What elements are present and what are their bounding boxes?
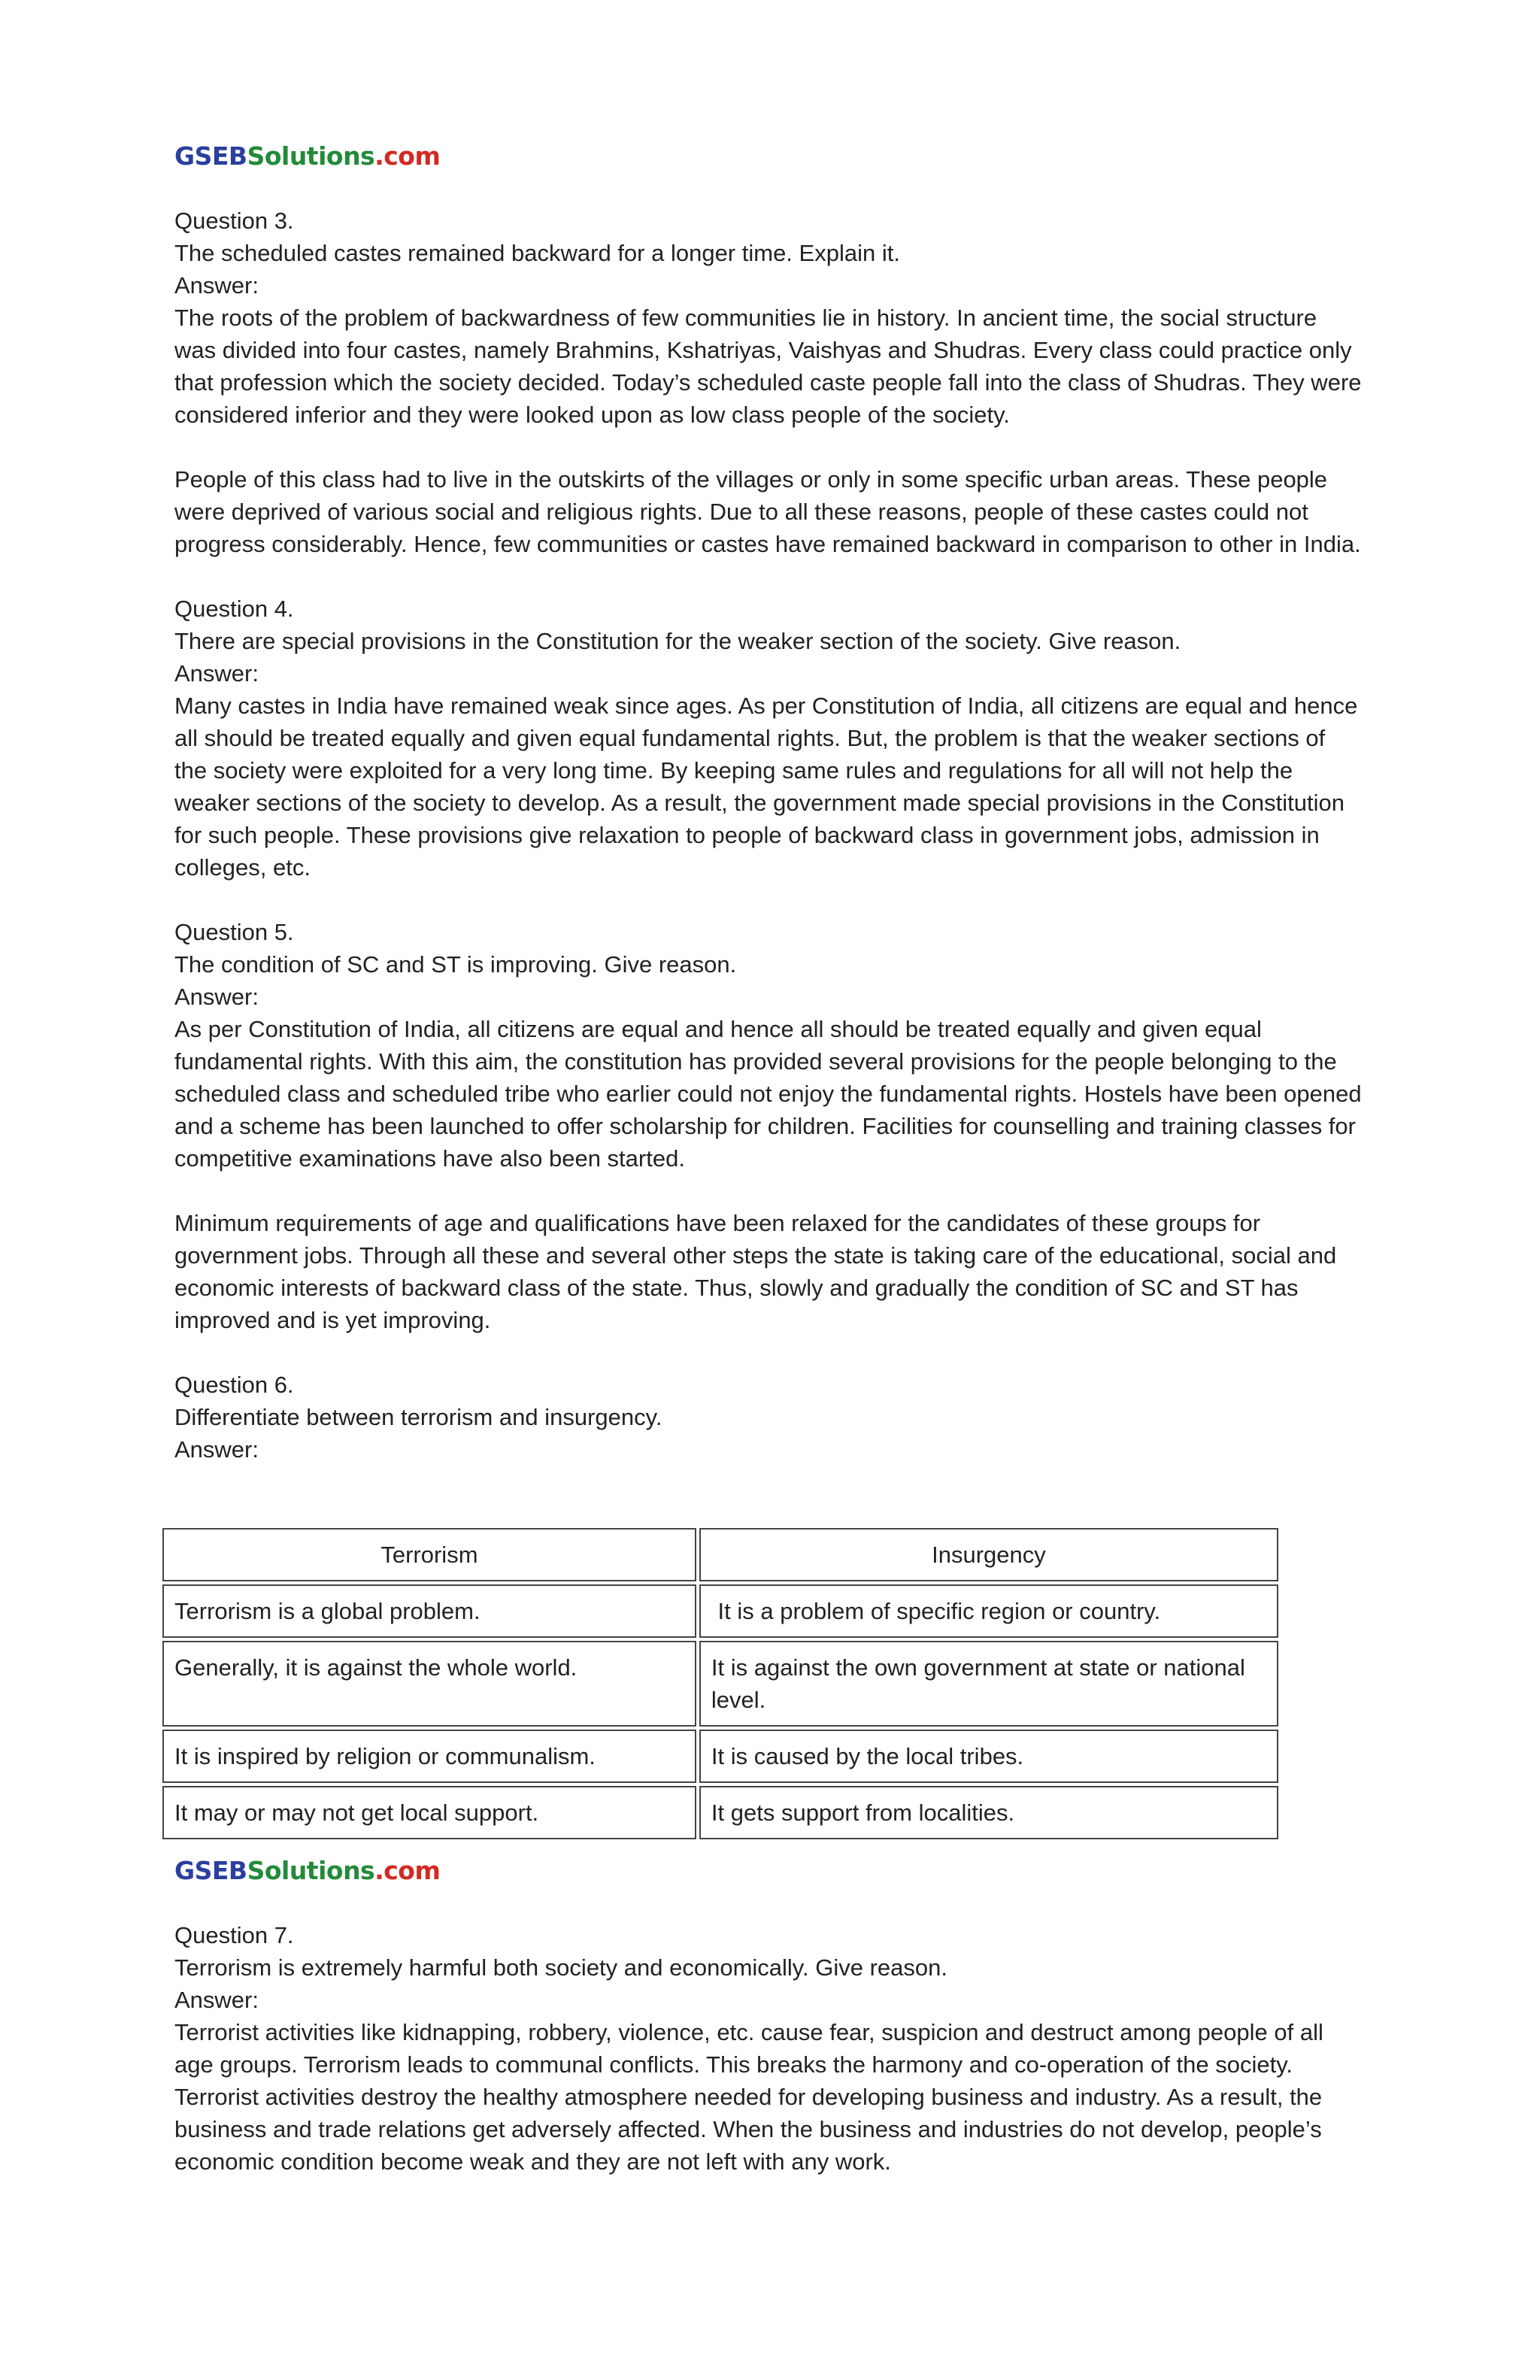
question-3-label: Question 3. [174, 208, 294, 234]
site-logo-secondary[interactable]: GSEBSolutions.com [174, 1856, 441, 1885]
question-6-label: Question 6. [174, 1372, 294, 1398]
question-7-text: Terrorism is extremely harmful both society and economically. Give reason. [174, 1954, 947, 1981]
question-4-label: Question 4. [174, 596, 294, 622]
table-cell: Terrorism is a global problem. [162, 1584, 696, 1638]
question-4-text: There are special provisions in the Constitution for the weaker section of the society. Give reason. [174, 628, 1181, 654]
answer-4-label: Answer: [174, 660, 259, 687]
answer-7-label: Answer: [174, 1987, 259, 2013]
site-logo[interactable]: GSEBSolutions.com [174, 141, 441, 171]
content-bottom [174, 1919, 1363, 2178]
question-3-text: The scheduled castes remained backward for a longer time. Explain it. [174, 240, 900, 266]
question-5-text: The condition of SC and ST is improving. Give reason. [174, 951, 737, 978]
answer-5-paragraph-1: As per Constitution of India, all citizens are equal and hence all should be treated equally and given equal fundamental rights. With this aim, the constitution has provided several provisions for the people belonging to the scheduled class and scheduled tribe who earlier could not enjoy the fundamental rights. Hostels have been opened and a scheme has been launched to offer scholarship for children. Facilities for counselling and training classes for competitive examinations have also been started. [174, 1016, 1362, 1172]
table-header-terrorism: Terrorism [162, 1528, 696, 1581]
table-cell: It is inspired by religion or communalism. [162, 1730, 696, 1783]
answer-3-paragraph-2: People of this class had to live in the outskirts of the villages or only in some specific urban areas. These people were deprived of various social and religious rights. Due to all these reasons, people of these castes could not progress considerably. Hence, few communities or castes have remained backward in comparison to other in India. [174, 466, 1361, 557]
table-header-insurgency: Insurgency [699, 1528, 1278, 1581]
answer-3-label: Answer: [174, 272, 259, 299]
question-5-label: Question 5. [174, 919, 294, 945]
answer-5-paragraph-2: Minimum requirements of age and qualifications have been relaxed for the candidates of these groups for government jobs. Through all these and several other steps the state is taking care of the educational, social and economic interests of backward class of the state. Thus, slowly and gradually the condition of SC and ST has improved and is yet improving. [174, 1210, 1337, 1333]
answer-7-paragraph-1: Terrorist activities like kidnapping, robbery, violence, etc. cause fear, suspicion and destruct among people of all age groups. Terrorism leads to communal conflicts. This breaks the harmony and co-operation of the society. Terrorist activities destroy the healthy atmosphere needed for developing business and industry. As a result, the business and trade relations get adversely affected. When the business and industries do not develop, people’s economic condition become weak and they are not left with any work. [174, 2019, 1323, 2175]
table-cell: It is a problem of specific region or country. [699, 1584, 1278, 1638]
table-cell: Generally, it is against the whole world. [162, 1641, 696, 1727]
answer-5-label: Answer: [174, 984, 259, 1010]
table-cell: It is caused by the local tribes. [699, 1730, 1278, 1783]
table-cell: It is against the own government at state or national level. [699, 1641, 1278, 1727]
table-row [162, 1641, 1278, 1727]
table-cell: It may or may not get local support. [162, 1786, 696, 1839]
table-row [162, 1584, 1278, 1638]
comparison-table [159, 1525, 1281, 1842]
question-7-label: Question 7. [174, 1922, 294, 1948]
answer-3-paragraph-1: The roots of the problem of backwardness of few communities lie in history. In ancient time, the social structure was divided into four castes, namely Brahmins, Kshatriyas, Vaishyas and Shudras. Every class could practice only that profession which the society decided. Today’s scheduled caste people fall into the class of Shudras. They were considered inferior and they were looked upon as low class people of the society. [174, 305, 1362, 428]
question-6-text: Differentiate between terrorism and insurgency. [174, 1404, 662, 1430]
content-top [174, 205, 1363, 1466]
table-row [162, 1730, 1278, 1783]
answer-6-label: Answer: [174, 1436, 259, 1463]
answer-4-paragraph-1: Many castes in India have remained weak since ages. As per Constitution of India, all citizens are equal and hence all should be treated equally and given equal fundamental rights. But, the problem is that the weaker sections of the society were exploited for a very long time. By keeping same rules and regulations for all will not help the weaker sections of the society to develop. As a result, the government made special provisions in the Constitution for such people. These provisions give relaxation to people of backward class in government jobs, admission in colleges, etc. [174, 693, 1358, 881]
table-row [162, 1786, 1278, 1839]
table-cell: It gets support from localities. [699, 1786, 1278, 1839]
table-header-row [162, 1528, 1278, 1581]
